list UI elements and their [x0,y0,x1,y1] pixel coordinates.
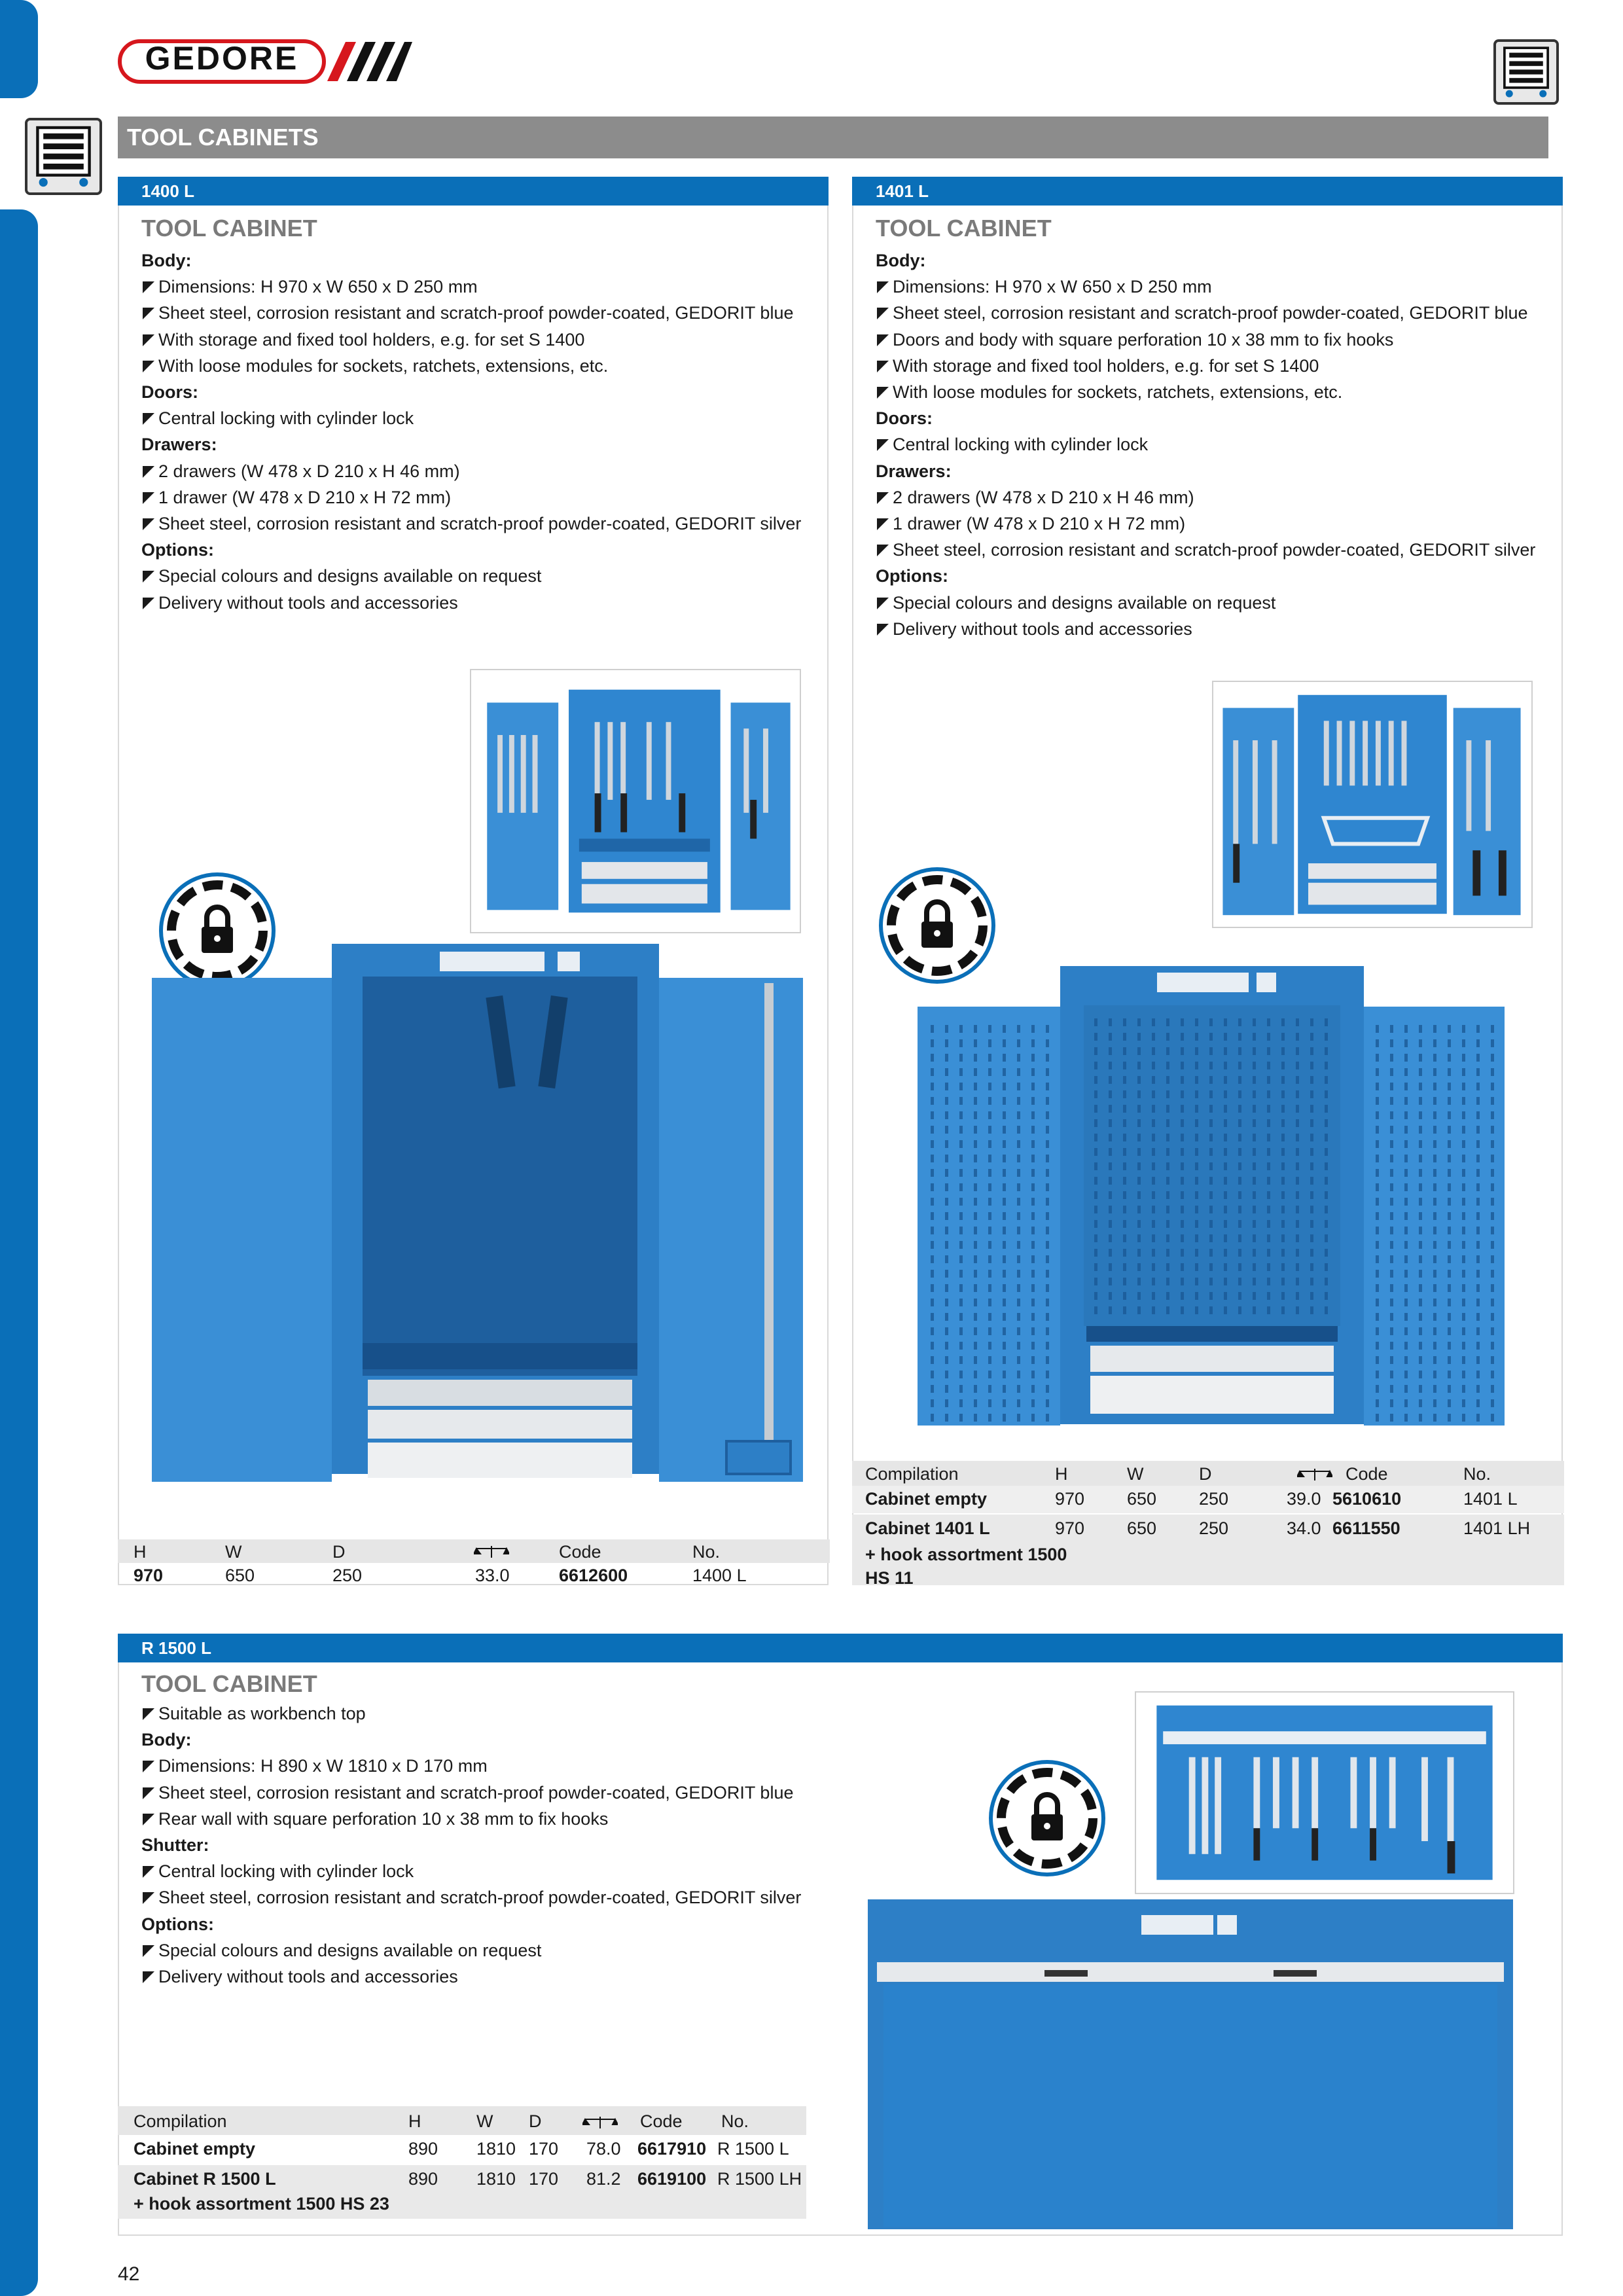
spec-heading: Drawers: [141,435,217,455]
cell-d: 250 [1199,1518,1229,1538]
product-panel-1401l [852,177,1563,1588]
logo-text: GEDORE [145,40,299,77]
cell-w: 1810 [476,2139,516,2159]
spec-heading: Options: [141,1914,214,1934]
col-no-header: No. [692,1542,721,1562]
spec-bullet: Delivery without tools and accessories [141,1964,927,1990]
table-header-row [852,1461,1564,1486]
product-panel-r1500l [118,1634,1563,2236]
col-h-header: H [1055,1464,1068,1484]
scale-icon [582,2114,618,2134]
cell-compilation: Cabinet empty [134,2139,256,2159]
cell-compilation: Cabinet empty [865,1489,988,1509]
col-code-header: Code [1346,1464,1388,1484]
spec-heading: Body: [141,251,192,270]
cell-h: 970 [1055,1489,1085,1509]
spec-heading: Doors: [141,382,198,403]
spec-bullet: 1 drawer (W 478 x D 210 x H 72 mm) [876,511,1556,537]
spec-bullet: Sheet steel, corrosion resistant and scratch-proof powder-coated, GEDORIT blue [141,300,822,326]
spec-heading: Drawers: [876,461,952,481]
tool-cabinet-icon [25,118,102,195]
cell-h: 970 [1055,1518,1085,1538]
cell-weight: 81.2 [586,2169,621,2189]
product-code-label: 1400 L [118,177,829,206]
cell-compilation: Cabinet R 1500 L [134,2169,276,2189]
spec-heading: Doors: [876,408,933,429]
product-code-label: R 1500 L [118,1634,1563,1662]
spec-bullet: 1 drawer (W 478 x D 210 x H 72 mm) [141,484,822,511]
product-table-1401l [852,1461,1564,1588]
product-photo-cabinet-1401l [918,966,1507,1431]
spec-bullet: Special colours and designs available on request [876,590,1556,616]
spec-bullet: Dimensions: H 890 x W 1810 x D 170 mm [141,1753,927,1779]
table-header-row [118,1539,830,1563]
spec-heading: Body: [141,1730,192,1750]
cell-w: 1810 [476,2169,516,2189]
spec-bullet: With storage and fixed tool holders, e.g. for set S 1400 [141,327,822,353]
cell-compilation-line2: + hook assortment 1500 HS 23 [134,2194,389,2214]
spec-bullet: Sheet steel, corrosion resistant and scratch-proof powder-coated, GEDORIT silver [141,511,822,537]
product-code-label: 1401 L [852,177,1563,206]
cell-code: 6617910 [637,2139,707,2159]
spec-heading: Options: [876,566,948,586]
spec-bullet: Sheet steel, corrosion resistant and scratch-proof powder-coated, GEDORIT silver [141,1884,927,1910]
product-photo-cabinet-1400l [152,944,806,1507]
product-spec-list [141,1700,927,1990]
spec-bullet: Central locking with cylinder lock [141,1858,927,1884]
cell-code: 6612600 [559,1566,628,1585]
product-title: TOOL CABINET [141,1670,317,1697]
spec-bullet: Rear wall with square perforation 10 x 38 mm to fix hooks [141,1806,927,1832]
cell-compilation-line3: HS 11 [865,1568,914,1588]
spec-bullet: With storage and fixed tool holders, e.g. for set S 1400 [876,353,1556,379]
spec-bullet: Special colours and designs available on request [141,1937,927,1964]
cell-no: 1401 LH [1463,1518,1531,1538]
scale-icon [1297,1466,1332,1486]
cell-h: 890 [408,2139,438,2159]
cell-h: 970 [134,1566,164,1585]
scale-icon [474,1543,509,1564]
cell-code: 5610610 [1332,1489,1402,1509]
col-w-header: W [1127,1464,1144,1484]
section-title: TOOL CABINETS [118,117,1548,158]
cell-no: 1400 L [692,1566,747,1585]
logo-stripes-icon [327,42,412,81]
product-table-1400l [118,1539,830,1587]
spec-bullet: Delivery without tools and accessories [876,616,1556,642]
spec-bullet: Doors and body with square perforation 10 x 38 mm to fix hooks [876,327,1556,353]
product-spec-list [141,247,822,616]
spec-bullet: Sheet steel, corrosion resistant and scratch-proof powder-coated, GEDORIT blue [876,300,1556,326]
spec-bullet: Dimensions: H 970 x W 650 x D 250 mm [141,274,822,300]
spec-bullet: Central locking with cylinder lock [876,431,1556,457]
col-compilation-header: Compilation [865,1464,959,1484]
cell-weight: 78.0 [586,2139,621,2159]
cell-h: 890 [408,2169,438,2189]
product-spec-list [876,247,1556,642]
table-row [852,1515,1564,1588]
spec-bullet: Suitable as workbench top [141,1700,927,1727]
cell-compilation-line2: + hook assortment 1500 [865,1545,1067,1564]
col-no-header: No. [1463,1464,1491,1484]
col-d-header: D [1199,1464,1212,1484]
page-number: 42 [118,2263,140,2285]
col-compilation-header: Compilation [134,2111,227,2131]
col-h-header: H [134,1542,147,1562]
spec-heading: Options: [141,540,214,560]
col-d-header: D [332,1542,346,1562]
col-no-header: No. [721,2111,749,2131]
cell-w: 650 [1127,1518,1157,1538]
spec-bullet: Central locking with cylinder lock [141,405,822,431]
spec-bullet: 2 drawers (W 478 x D 210 x H 46 mm) [876,484,1556,511]
col-code-header: Code [559,1542,601,1562]
col-w-header: W [225,1542,242,1562]
page-edge-tab [0,209,38,2296]
col-w-header: W [476,2111,493,2131]
product-panel-1400l [118,177,829,1585]
table-row [118,1563,830,1587]
spec-bullet: With loose modules for sockets, ratchets, extensions, etc. [876,379,1556,405]
central-lock-icon [988,1759,1106,1877]
cell-weight: 33.0 [475,1566,510,1585]
page-edge-tab-top [0,0,38,98]
cell-w: 650 [225,1566,255,1585]
spec-bullet: With loose modules for sockets, ratchets, extensions, etc. [141,353,822,379]
product-photo-cabinet-r1500l [868,1899,1513,2229]
inset-photo-open-cabinet [1212,681,1533,928]
product-title: TOOL CABINET [141,215,317,242]
col-code-header: Code [640,2111,683,2131]
cell-weight: 34.0 [1287,1518,1321,1538]
product-table-r1500l [118,2106,806,2234]
spec-bullet: Special colours and designs available on request [141,563,822,589]
cell-no: R 1500 L [717,2139,789,2159]
cell-d: 250 [332,1566,363,1585]
tool-cabinet-icon [1493,39,1559,105]
spec-heading: Shutter: [141,1835,209,1856]
spec-bullet: Sheet steel, corrosion resistant and scratch-proof powder-coated, GEDORIT silver [876,537,1556,563]
table-row [118,2165,806,2219]
inset-photo-open-cabinet [470,669,801,933]
spec-bullet: 2 drawers (W 478 x D 210 x H 46 mm) [141,458,822,484]
product-title: TOOL CABINET [876,215,1052,242]
col-d-header: D [529,2111,542,2131]
spec-bullet: Sheet steel, corrosion resistant and scratch-proof powder-coated, GEDORIT blue [141,1780,927,1806]
col-h-header: H [408,2111,421,2131]
cell-no: 1401 L [1463,1489,1518,1509]
cell-no: R 1500 LH [717,2169,802,2189]
cell-code: 6619100 [637,2169,707,2189]
cell-d: 170 [529,2139,559,2159]
cell-code: 6611550 [1332,1518,1400,1538]
cell-compilation: Cabinet 1401 L [865,1518,990,1538]
cell-weight: 39.0 [1287,1489,1321,1509]
cell-d: 170 [529,2169,559,2189]
cell-d: 250 [1199,1489,1229,1509]
table-row [852,1486,1564,1513]
spec-bullet: Delivery without tools and accessories [141,590,822,616]
table-row [118,2135,806,2164]
cell-w: 650 [1127,1489,1157,1509]
spec-bullet: Dimensions: H 970 x W 650 x D 250 mm [876,274,1556,300]
inset-photo-open-cabinet [1135,1691,1514,1894]
table-header-row [118,2106,806,2135]
spec-heading: Body: [876,251,926,270]
